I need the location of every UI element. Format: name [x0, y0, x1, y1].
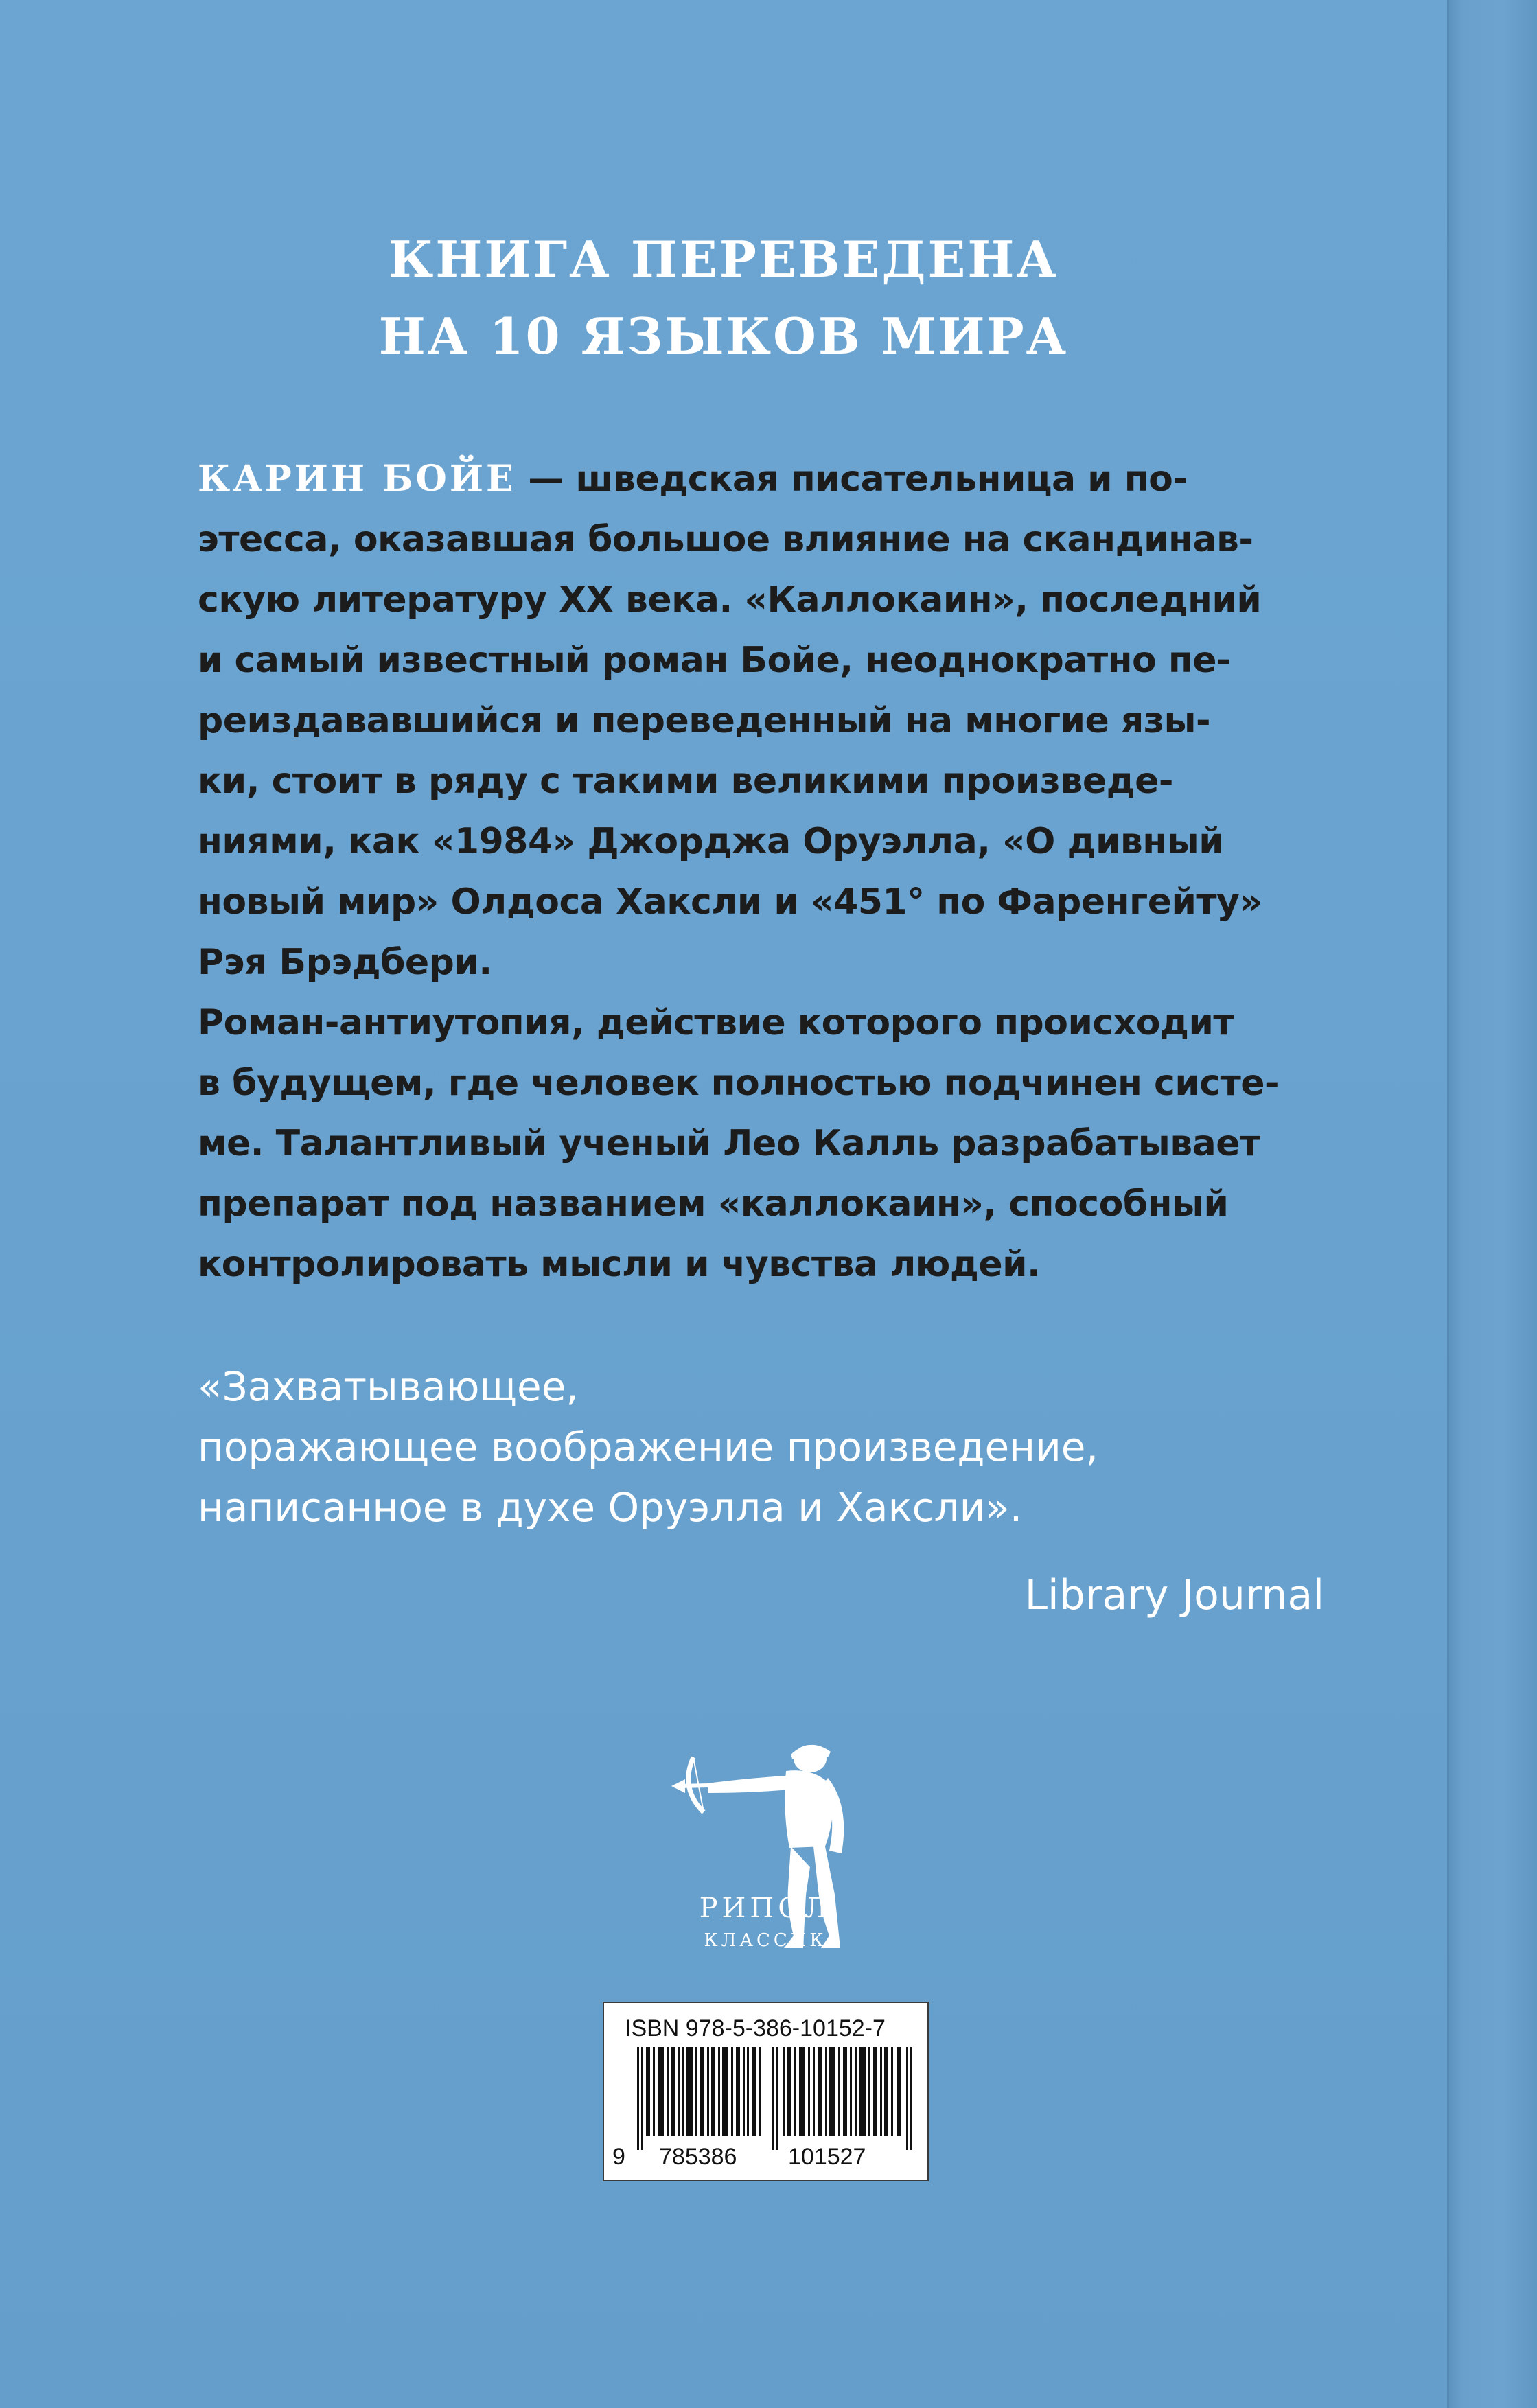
barcode-digits-right: 101527	[788, 2144, 866, 2170]
publisher-name: РИПОЛ	[699, 1892, 832, 1924]
review-quote	[198, 1356, 1337, 1538]
quote-line-1: «Захватывающее,	[198, 1363, 579, 1410]
barcode-digits-left: 785386	[659, 2144, 737, 2170]
quote-line-3: написанное в духе Оруэлла и Хаксли».	[198, 1484, 1023, 1531]
book-description	[198, 449, 1330, 1295]
description-line: препарат под названием «каллокаин», способный	[198, 1183, 1229, 1225]
description-line: этесса, оказавшая большое влияние на скандинав-	[198, 519, 1253, 560]
barcode-bars	[637, 2047, 918, 2150]
isbn-barcode	[603, 2002, 929, 2181]
description-line: новый мир» Олдоса Хаксли и «451° по Фаренгейту»	[198, 881, 1262, 923]
publisher-subtitle: КЛАССИК	[704, 1930, 827, 1951]
spine-edge	[1447, 0, 1537, 2408]
heading-line-2: НА 10 ЯЗЫКОВ МИРА	[378, 307, 1069, 365]
quote-line-2: поражающее воображение произведение,	[198, 1424, 1098, 1470]
description-line	[198, 449, 1330, 509]
description-line: Рэя Брэдбери.	[198, 942, 492, 983]
barcode-digit-first: 9	[612, 2144, 625, 2170]
description-line: ниями, как «1984» Джорджа Оруэлла, «О дивный	[198, 821, 1224, 862]
description-line: реиздававшийся и переведенный на многие язы-	[198, 700, 1211, 741]
description-line: контролировать мысли и чувства людей.	[198, 1244, 1041, 1285]
author-name: КАРИН БОЙЕ	[198, 458, 516, 500]
description-line: Роман-антиутопия, действие которого происходит	[198, 1002, 1234, 1043]
description-line-1-text: — шведская писательница и по-	[516, 459, 1188, 500]
heading-line-1: КНИГА ПЕРЕВЕДЕНА	[388, 230, 1059, 288]
quote-source: Library Journal	[1024, 1571, 1324, 1619]
cover-heading	[0, 221, 1447, 375]
description-line: и самый известный роман Бойе, неоднократно пе-	[198, 640, 1232, 681]
archer-icon	[666, 1730, 865, 1963]
isbn-label: ISBN 978-5-386-10152-7	[625, 2015, 886, 2041]
description-line: в будущем, где человек полностью подчинен систе-	[198, 1063, 1280, 1104]
description-line: ки, стоит в ряду с такими великими произведе-	[198, 761, 1174, 802]
description-line: скую литературу XX века. «Каллокаин», последний	[198, 579, 1262, 621]
description-line: ме. Талантливый ученый Лео Калль разрабатывает	[198, 1123, 1260, 1164]
